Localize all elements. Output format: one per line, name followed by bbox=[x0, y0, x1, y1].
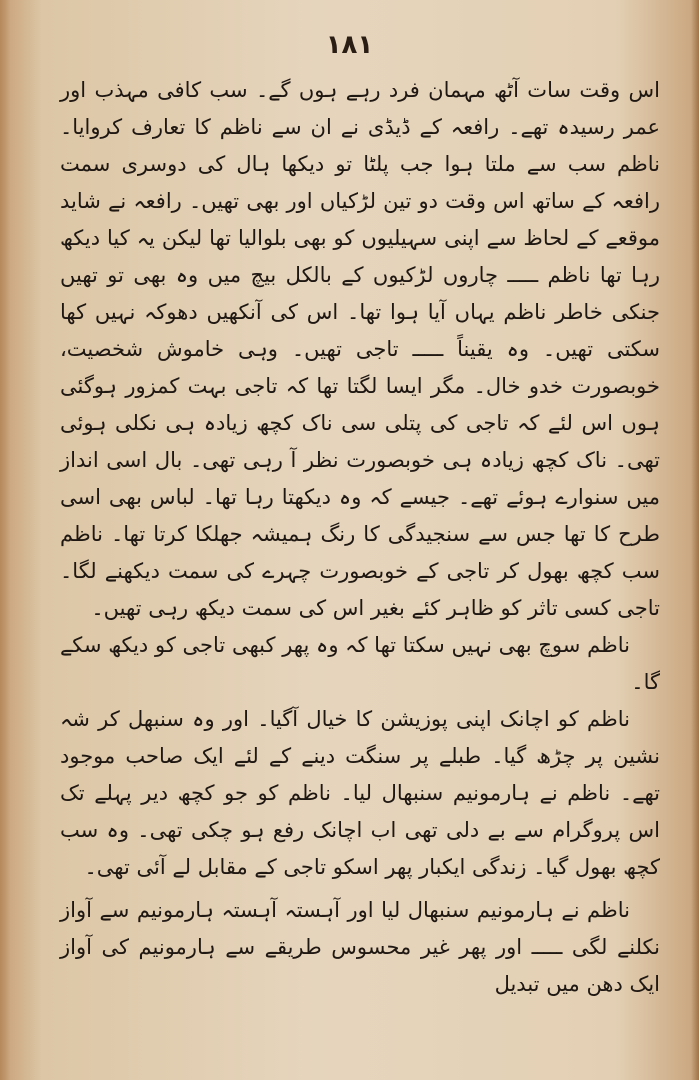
paragraph-4: ناظم نے ہارمونیم سنبھال لیا اور آہستہ آہستہ ہارمونیم سے آواز نکلنے لگی ـــــ اور پھر غیر محسوس طریقے سے ہارمونیم کی آواز ایک دھن میں تبدیل bbox=[60, 898, 660, 996]
paragraph-2: ناظم سوچ بھی نہیں سکتا تھا کہ وہ پھر کبھی تاجی کو دیکھ سکے گا۔ bbox=[60, 633, 660, 694]
paragraph-1: اس وقت سات آٹھ مہمان فرد رہے ہوں گے۔ سب کافی مہذب اور عمر رسیدہ تھے۔ رافعہ کے ڈیڈی نے ان سے ناظم کا تعارف کروایا۔ ناظم سب سے ملتا ہوا جب پلٹا تو دیکھا ہال کی دوسری سمت رافعہ کے ساتھ اس وقت دو تین لڑکیاں اور بھی تھیں۔ رافعہ نے شاید موقعے کے لحاظ سے اپنی سہیلیوں کو بھی بلوالیا تھا لیکن یہ کیا دیکھ رہا تھا ناظم ـــــ چاروں لڑکیوں کے بالکل بیچ میں وہ بھی تو تھیں جنکی خاطر ناظم یہاں آیا ہوا تھا۔ اس کی آنکھیں دھوکہ نہیں کھا سکتی تھیں۔ وہ یقیناً ـــــ تاجی تھیں۔ وہی خاموش شخصیت، خوبصورت خدو خال۔ مگر ایسا لگتا تھا کہ تاجی بہت کمزور ہوگئی ہوں اس لئے کہ تاجی کی پتلی سی ناک کچھ زیادہ ہی نکلی ہوئی تھی۔ ناک کچھ زیادہ ہی خوبصورت نظر آ رہی تھی۔ بال اسی انداز میں سنوارے ہوئے تھے۔ جیسے کہ وہ دیکھتا رہا تھا۔ لباس بھی اسی طرح کا تھا جس سے سنجیدگی کا رنگ ہمیشہ جھلکا کرتا تھا۔ ناظم سب کچھ بھول کر تاجی کے خوبصورت چہرے کی سمت دیکھنے لگا۔ تاجی کسی تاثر کو ظاہر کئے بغیر اس کی سمت دیکھ رہی تھیں۔ bbox=[60, 78, 660, 620]
paragraph-3: ناظم کو اچانک اپنی پوزیشن کا خیال آگیا۔ اور وہ سنبھل کر شہ نشین پر چڑھ گیا۔ طبلے پر سنگت دینے کے لئے ایک صاحب موجود تھے۔ ناظم نے ہارمونیم سنبھال لیا۔ ناظم کو جو کچھ دیر پہلے تک اس پروگرام سے بے دلی تھی اب اچانک رفع ہو چکی تھی۔ وہ سب کچھ بھول گیا۔ زندگی ایکبار پھر اسکو تاجی کے مقابل لے آئی تھی۔ bbox=[60, 707, 660, 879]
page-left-edge-shadow bbox=[0, 0, 10, 1080]
page-number: ۱۸۱ bbox=[325, 30, 374, 60]
page-text bbox=[60, 72, 660, 1003]
page-right-edge-shadow bbox=[691, 0, 699, 1080]
